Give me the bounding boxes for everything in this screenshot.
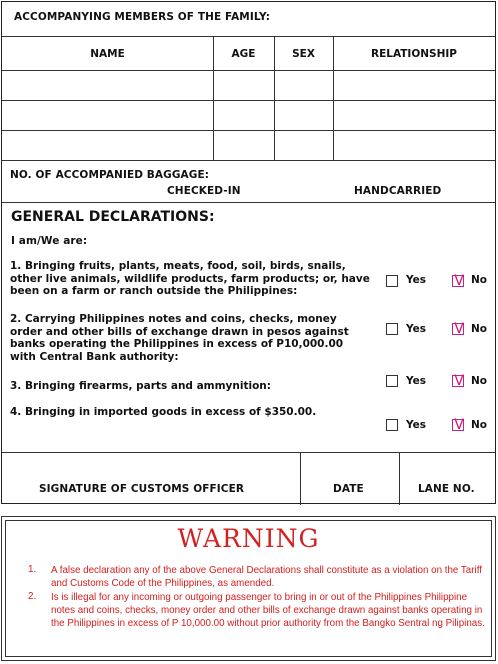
declaration-2-no-checkbox[interactable] [452, 323, 464, 335]
col-header-relationship: RELATIONSHIP [371, 48, 457, 60]
declaration-2-yes-checkbox[interactable] [386, 323, 398, 335]
family-sex-field-3[interactable] [275, 131, 333, 160]
divider [2, 160, 495, 161]
warning-inner-border [5, 520, 492, 657]
declaration-3-yes-checkbox[interactable] [386, 375, 398, 387]
general-declarations-title: GENERAL DECLARATIONS: [11, 209, 215, 225]
family-relationship-field-3[interactable] [334, 131, 495, 160]
warning-box [1, 516, 496, 661]
family-name-field-1[interactable] [2, 71, 213, 100]
customs-declaration-form [1, 1, 496, 504]
customs-officer-signature-label: SIGNATURE OF CUSTOMS OFFICER [39, 483, 245, 495]
family-name-field-3[interactable] [2, 131, 213, 160]
family-age-field-1[interactable] [214, 71, 274, 100]
baggage-title: NO. OF ACCOMPANIED BAGGAGE: [10, 169, 210, 181]
col-header-age: AGE [231, 48, 256, 60]
declaration-1-no-checkbox[interactable] [452, 275, 464, 287]
family-sex-field-1[interactable] [275, 71, 333, 100]
no-label: No [471, 419, 488, 431]
declaration-4-yes-checkbox[interactable] [386, 419, 398, 431]
divider [2, 36, 495, 37]
declarations-intro: I am/We are: [11, 235, 88, 247]
declaration-item-3: 3. Bringing firearms, parts and ammynition: [10, 380, 271, 392]
handcarried-label: HANDCARRIED [354, 185, 442, 197]
yes-label: Yes [406, 323, 427, 335]
family-age-field-3[interactable] [214, 131, 274, 160]
warning-item-number: 2. [28, 591, 37, 602]
family-age-field-2[interactable] [214, 101, 274, 130]
family-relationship-field-1[interactable] [334, 71, 495, 100]
yes-label: Yes [406, 274, 427, 286]
family-sex-field-2[interactable] [275, 101, 333, 130]
no-label: No [471, 375, 488, 387]
declaration-4-no-checkbox[interactable] [452, 419, 464, 431]
checked-in-label: CHECKED-IN [167, 185, 241, 197]
declaration-3-no-checkbox[interactable] [452, 375, 464, 387]
divider [2, 202, 495, 203]
divider [2, 452, 495, 453]
declaration-1-yes-checkbox[interactable] [386, 275, 398, 287]
family-relationship-field-2[interactable] [334, 101, 495, 130]
check-mark-icon: V [454, 373, 464, 389]
lane-no-label: LANE NO. [418, 483, 475, 495]
check-mark-icon: V [454, 321, 464, 337]
no-label: No [471, 274, 488, 286]
no-label: No [471, 323, 488, 335]
col-header-name: NAME [90, 48, 125, 60]
col-divider [399, 452, 400, 505]
col-header-sex: SEX [292, 48, 315, 60]
check-mark-icon: V [454, 417, 464, 433]
yes-label: Yes [406, 419, 427, 431]
warning-item-number: 1. [28, 564, 37, 575]
family-section-title: ACCOMPANYING MEMBERS OF THE FAMILY: [14, 11, 271, 23]
col-divider [300, 452, 301, 505]
family-name-field-2[interactable] [2, 101, 213, 130]
warning-title: WARNING [177, 524, 320, 553]
declaration-item-4: 4. Bringing in imported goods in excess of $350.00. [10, 406, 317, 418]
check-mark-icon: V [454, 273, 464, 289]
date-label: DATE [333, 483, 364, 495]
warning-item-2: Is is illegal for any incoming or outgoing passenger to bring in or out of the Philippines Philippine notes and coins, checks, money order and other bills of exchange drawn against banks operating in the Philippines in excess of P 10,000.00 without prior authority from the Bangko Sentral ng Pilipinas. [51, 592, 485, 629]
yes-label: Yes [406, 375, 427, 387]
declaration-item-2: 2. Carrying Philippines notes and coins, checks, money order and other bills of exchange drawn in pesos against banks operating the Philippines in excess of P10,000.00 with Central Bank authority: [10, 313, 349, 363]
declaration-item-1: 1. Bringing fruits, plants, meats, food, soil, birds, snails, other live animals, wildlife products, farm products; or, have been on a farm or ranch outside the Philippines: [10, 260, 370, 297]
warning-item-1: A false declaration any of the above General Declarations shall constitute as a violation on the Tariff and Customs Code of the Philippines, as amended. [51, 565, 482, 589]
